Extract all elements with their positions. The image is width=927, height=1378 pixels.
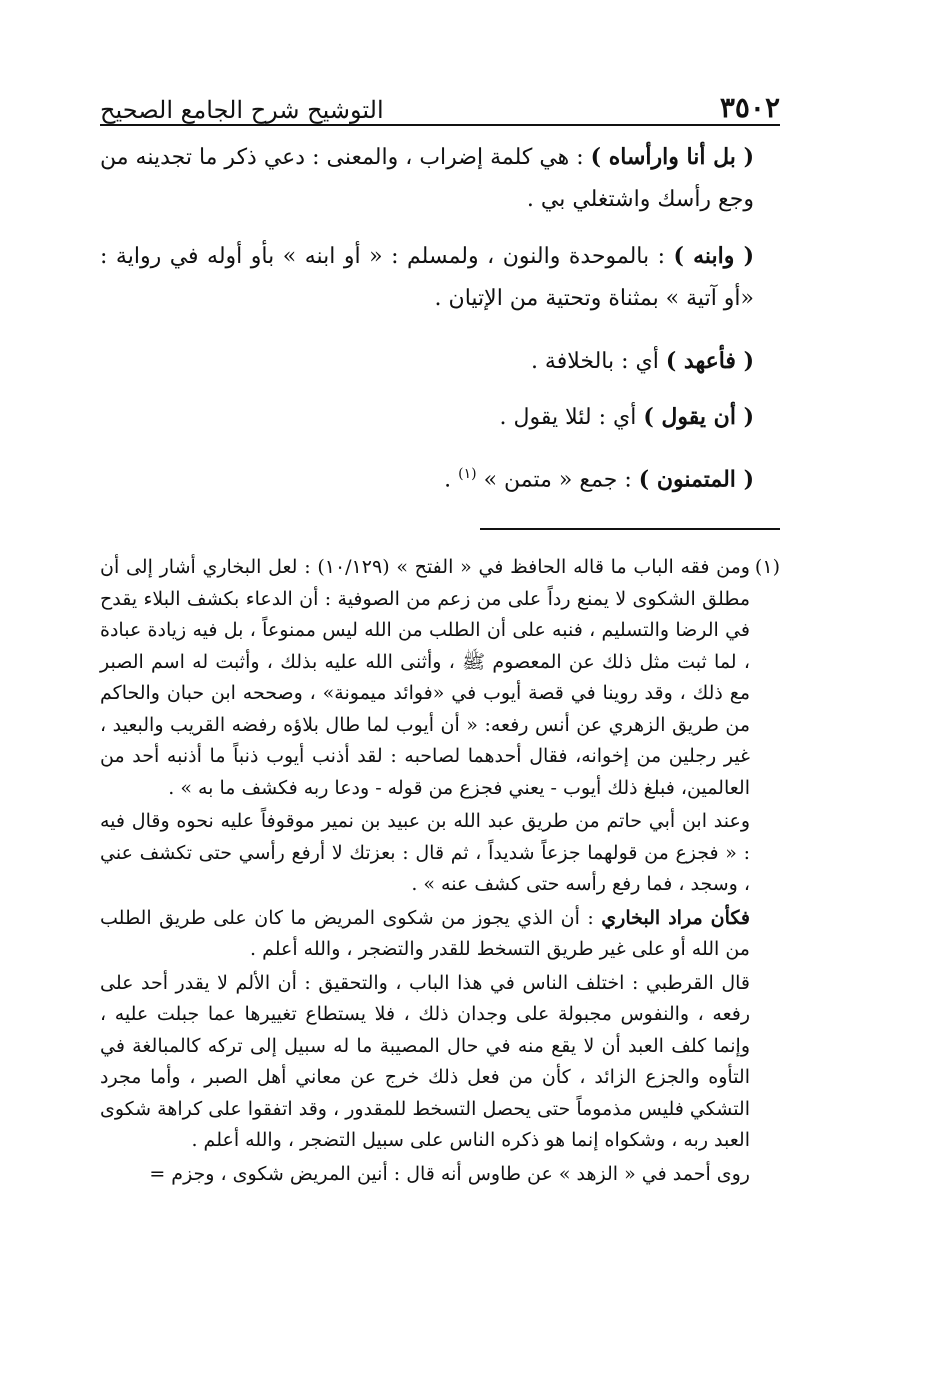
keyword: ( أن يقول )	[643, 404, 754, 430]
page-number: ٣٥٠٢	[719, 91, 780, 124]
footnote-text: قال القرطبي : اختلف الناس في هذا الباب ، والتحقيق : أن الألم لا يقدر أحد على رفعه ، والنفوس مجبولة على وجدان ذلك ، فلا يستطاع تغييرها عما جبلت عليه ، وإنما كلف العبد أن لا يقع منه في حال المصيبة ما له سبيل إلى تركه كالمبالغة في التأوه والجزع الزائد ، كأن من فعل ذلك خرج عن معاني أهل الصبر ، وأما مجرد التشكي فليس مذموماً حتى يحصل التسخط للمقدور ، وقد اتفقوا على كراهة شكوى العبد ربه ، وشكواه إنما هو ذكره الناس على سبيل التضجر ، والله أعلم .	[100, 971, 750, 1152]
paragraph-text: أي : بالخلافة .	[530, 349, 666, 374]
footnote-text: روى أحمد في « الزهد » عن طاوس أنه قال : أنين المريض شكوى ، وجزم =	[149, 1162, 750, 1185]
paragraph-5	[100, 446, 780, 508]
paragraph-text: : جمع « متمن »	[476, 467, 639, 493]
main-text	[100, 136, 780, 508]
paragraph-4	[100, 389, 780, 446]
footnote-separator	[480, 528, 780, 530]
footnote-keyword: فكأن مراد البخاري	[601, 906, 750, 929]
running-title: التوشيح شرح الجامع الصحيح	[100, 96, 384, 124]
keyword: ( المتمنون )	[638, 466, 754, 493]
paragraph-1	[100, 136, 780, 221]
paragraph-text: : بالموحدة والنون ، ولمسلم : « أو ابنه » بأو أوله في رواية : «أو آتية » بمثناة وتحتية من الإتيان .	[100, 244, 754, 311]
paragraph-text: أي : لئلا يقول .	[499, 405, 644, 430]
page-header	[100, 80, 780, 126]
paragraph-2	[100, 235, 780, 320]
footnotes	[100, 552, 780, 1190]
footnote-paragraph-4	[100, 968, 780, 1157]
footnote-text: : أن الذي يجوز من شكوى المريض ما كان على طريق الطلب من الله أو على غير طريق التسخط للقدر والتضجر ، والله أعلم .	[100, 906, 750, 961]
paragraph-text: : هي كلمة إضراب ، والمعنى : دعي ذكر ما تجدينه من وجع رأسك واشتغلي بي .	[100, 145, 754, 212]
footnote-1	[100, 552, 780, 804]
footnote-marker: (١)	[754, 556, 780, 579]
footnote-text: ومن فقه الباب ما قاله الحافظ في « الفتح » (١٠/١٢٩) : لعل البخاري أشار إلى أن مطلق الشكوى لا يمنع رداً على من زعم من الصوفية : أن الدعاء بكشف البلاء يقدح في الرضا والتسليم ، فنبه على أن الطلب من الله ليس ممنوعاً ، بل فيه زيادة عبادة ، لما ثبت مثل ذلك عن المعصوم ﷺ ، وأثنى الله عليه بذلك ، وأثبت له اسم الصبر مع ذلك ، وقد روينا في قصة أيوب في «فوائد ميمونة» ، وصححه ابن حبان والحاكم من طريق الزهري عن أنس رفعه: « أن أيوب لما طال بلاؤه رفضه القريب والبعيد ، غير رجلين من إخوانه، فقال أحدهما لصاحبه : لقد أذنب أيوب ذنباً ما أذنبه أحد من العالمين، فبلغ ذلك أيوب - يعني فجزع من قوله - ودعا ربه فكشف ما به » .	[100, 556, 751, 799]
footnote-paragraph-3	[100, 903, 780, 966]
footnote-reference[interactable]: (١)	[458, 466, 477, 482]
page	[100, 80, 780, 1190]
keyword: ( وابنه )	[673, 243, 755, 269]
paragraph-3	[100, 334, 780, 389]
keyword: ( بل أنا وارأساه )	[590, 144, 754, 170]
footnote-paragraph-5	[100, 1159, 780, 1191]
paragraph-end: .	[444, 467, 459, 493]
keyword: ( فأعهد )	[665, 348, 754, 374]
footnote-text: وعند ابن أبي حاتم من طريق عبد الله بن عبيد بن نمير موقوفاً عليه نحوه وقال فيه : « فجزع من قولهما جزعاً شديداً ، ثم قال : بعزتك لا أرفع رأسي حتى تكشف عني ، وسجد ، فما رفع رأسه حتى كشف عنه » .	[100, 810, 750, 896]
footnote-paragraph-2	[100, 806, 780, 901]
